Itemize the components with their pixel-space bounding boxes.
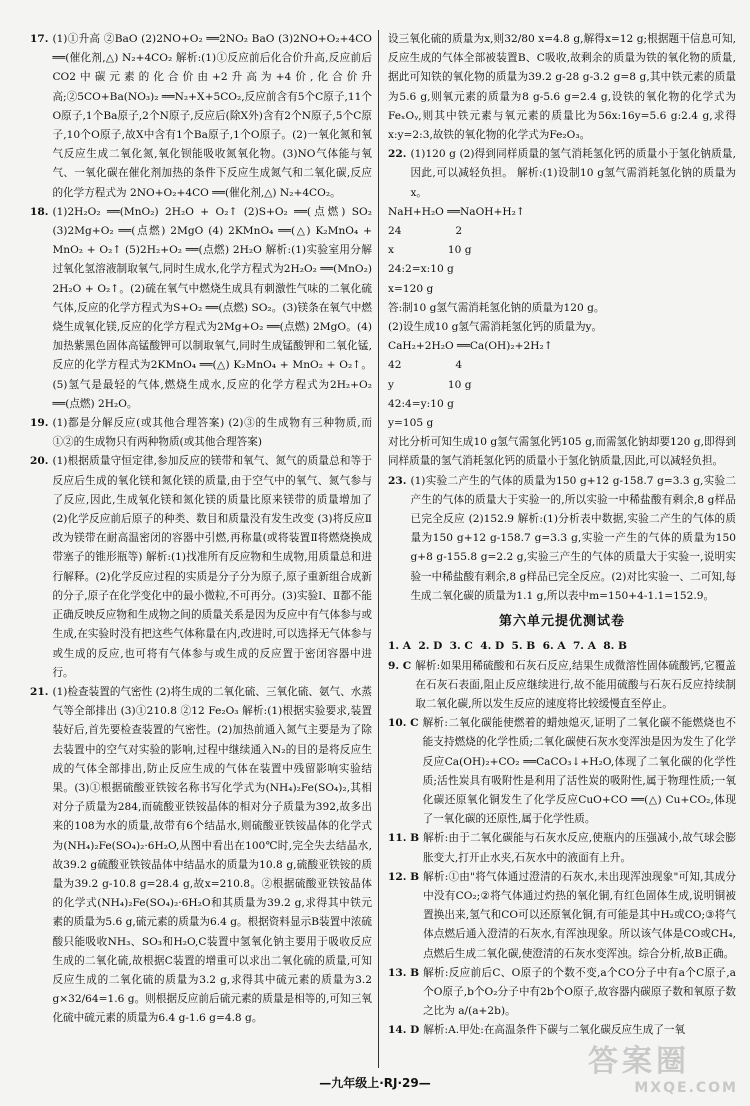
answer-line: 对比分析可知生成10 g氢气需氢化钙105 g,而需氢化钠却要120 g,即得到同样质量的氢气消耗氢化钙的质量小于氢化钠质量,因此,可以减轻负担。 — [388, 436, 736, 468]
page-footer: —九年级上·RJ·29— — [319, 1076, 431, 1090]
right-column — [388, 30, 736, 1041]
column-divider — [378, 30, 379, 1068]
equation-line: 24:2=x:10 g — [388, 263, 454, 276]
multiple-choice-answers: 1. A 2. D 3. C 4. D 5. B 6. A 7. A 8. B — [388, 640, 627, 653]
equation-line: NaH+H₂O ══NaOH+H₂↑ — [388, 205, 525, 218]
section-title: 第六单元提优测试卷 — [498, 614, 625, 630]
equation-line: x 10 g — [388, 244, 472, 257]
answer-item-9: 9. C 解析:如果用稀硫酸和石灰石反应,结果生成微溶性固体硫酸钙,它覆盖在石灰石表面,阻止反应继续进行,故不能用硫酸与石灰石反应持续制取二氧化碳,所以发生反应的速度将比较缓慢直至停止。 — [388, 659, 736, 710]
answer-item-14: 14. D 解析:A.甲处:在高温条件下碳与二氧化碳反应生成了一氧 — [388, 1024, 686, 1037]
answer-item-13: 13. B 解析:反应前后C、O原子的个数不变,a个CO分子中有a个C原子,a个O原子,b个O₂分子中有2b个O原子,故容器内碳原子数和氧原子数之比为 a/(a+2b)。 — [388, 966, 736, 1018]
watermark-logo — [588, 1036, 738, 1096]
equation-line: y=105 g — [388, 417, 434, 430]
watermark-text-top: 答案圈 — [588, 1044, 690, 1079]
answer-item-19: 19. (1)都是分解反应(或其他合理答案) (2)③的生成物有三种物质,而①②的生成物只有两种物质(或其他合理答案) — [30, 417, 372, 449]
answer-item-21: 21. (1)检查装置的气密性 (2)将生成的二氧化硫、三氧化硫、氨气、水蒸气等全部排出 (3)①210.8 ②12 Fe₂O₃ 解析:(1)根据实验要求,装置装好后,首先要检查装置的气密性。(2)加热前通入氮气主要是为了除去装置中的空气对实验的影响,过程中继续通入N₂的目的是将反应生成的气体全部排出,防止反应生成的气体在装置中残留影响实验结果。(3)①根据硫酸亚铁铵名称书写化学式为(NH₄)₂Fe(SO₄)₂,其相对分子质量为284,而硫酸亚铁铵晶体的相对分子质量为392,故多出来的108为水的质量,故带有6个结晶水,则硫酸亚铁铵晶体的化学式为(NH₄)₂Fe(SO₄)₂·6H₂O,从图中看出在100℃时,完全失去结晶水,故39.2 g硫酸亚铁铵晶体中结晶水的质量为10.8 g,硫酸亚铁铵的质量为39.2 g-10.8 g=28.4 g,故x=210.8。②根据硫酸亚铁铵晶体的化学式(NH₄)₂Fe(SO₄)₂·6H₂O和其质量为39.2 g,求得其中铁元素的质量为5.6 g,硫元素的质量为6.4 g。根据资料显示B装置中浓硫酸只能吸收NH₃、SO₃和H₂O,C装置中氢氧化钠主要用于吸收反应生成的二氧化硫,故根据C装置的增重可以求出二氧化硫的质量,可知反应生成的二氧化硫的质量为3.2 g,求得其中硫元素的质量为3.2 g×32/64=1.6 g。则根据反应前后硫元素的质量是相等的,可知三氧化硫中硫元素的质量为6.4 g-1.6 g=4.8 g。 — [30, 685, 372, 1025]
equation-line: 24 2 — [388, 225, 463, 238]
watermark-text-bottom: MXQE.COM — [634, 1080, 738, 1096]
answer-item-23: 23. (1)实验二产生的气体的质量为150 g+12 g-158.7 g=3.3 g,实验二产生的气体的质量大于实验一的,所以实验一中稀盐酸有剩余,8 g样品已完全反应 (2)152.9 解析:(1)分析表中数据,实验二产生的气体的质量为150 g+12 g-158.7 g=3.3 g,实验一产生的气体的质量为150 g+8 g-155.8 g=2.2 g,实验三产生的气体的质量大于实验一,说明实验一中稀盐酸有剩余,8 g样品已完全反应。(2)对比实验一、二可知,每生成二氧化碳的质量为1.1 g,所以表中m=150+4-1.1=152.9。 — [388, 474, 736, 602]
left-column — [30, 30, 372, 1029]
answer-item-22: 22. (1)120 g (2)得到同样质量的氢气消耗氢化钙的质量小于氢化钠质量,因此,可以减轻负担。 解析:(1)设制10 g氢气需消耗氢化钠的质量为x。 — [388, 148, 736, 199]
answer-line: 答:制10 g氢气需消耗氢化钠的质量为120 g。 — [388, 301, 605, 314]
equation-line: CaH₂+2H₂O ══Ca(OH)₂+2H₂↑ — [388, 340, 553, 353]
answer-item-21-continued: 设三氧化硫的质量为x,则32/80 x=4.8 g,解得x=12 g;根据题干信息可知,反应生成的气体全部被装置B、C吸收,故剩余的质量为铁的氧化物的质量,据此可知铁的氧化物的质量为39.2 g-28 g-3.2 g=8 g,其中铁元素的质量为5.6 g,则氧元素的质量为8 g-5.6 g=2.4 g,设铁的氧化物的化学式为FeₓOᵧ,则其中铁元素与氧元素的质量比为56x:16y=5.6 g:2.4 g,求得x:y=2:3,故铁的氧化物的化学式为Fe₂O₃。 — [388, 33, 736, 142]
equation-line: 42:4=y:10 g — [388, 397, 454, 410]
answer-item-18: 18. (1)2H₂O₂ ══(MnO₂) 2H₂O + O₂↑ (2)S+O₂ ══(点燃) SO₂ (3)2Mg+O₂ ══(点燃) 2MgO (4) 2KMnO₄ ══(△) K₂MnO₄ + MnO₂ + O₂↑ (5)2H₂+O₂ ══(点燃) 2H₂O 解析:(1)实验室用分解过氧化氢溶液制取氧气,同时生成水,化学方程式为2H₂O₂ ══(MnO₂) 2H₂O + O₂↑。(2)硫在氧气中燃烧生成具有刺激性气味的二氧化硫气体,反应的化学方程式为S+O₂ ══(点燃) SO₂。(3)镁条在氧气中燃烧生成氧化镁,反应的化学方程式为2Mg+O₂ ══(点燃) 2MgO。(4)加热紫黑色固体高锰酸钾可以制取氧气,同时生成锰酸钾和二氧化锰,反应的化学方程式为2KMnO₄ ══(△) K₂MnO₄ + MnO₂ + O₂↑。(5)氢气是最轻的气体,燃烧生成水,反应的化学方程式为2H₂+O₂ ══(点燃) 2H₂O。 — [30, 205, 372, 410]
answer-item-12: 12. B 解析:①由"将气体通过澄清的石灰水,未出现浑浊现象"可知,其成分中没有CO₂;②将气体通过灼热的氧化铜,有红色固体生成,说明铜被置换出来,氢气和CO可以还原氧化铜,有可能是其中H₂或CO;③将气体点燃后通入澄清的石灰水,有浑浊现象。所以该气体是CO或CH₄,点燃后生成二氧化碳,使澄清的石灰水变浑浊。综合分析,故B正确。 — [388, 870, 736, 960]
equation-line: 42 4 — [388, 359, 463, 372]
answer-item-17: 17. (1)①升高 ②BaO (2)2NO+O₂ ══2NO₂ BaO (3)2NO+O₂+4CO ══(催化剂,△) N₂+4CO₂ 解析:(1)①反应前后化合价升高,反应前后CO2中碳元素的化合价由+2升高为+4价,化合价升高;②5CO+Ba(NO₃)₂ ══N₂+X+5CO₂,反应前含有5个C原子,11个O原子,1个Ba原子,2个N原子,反应后(除X外)含有2个N原子,5个C原子,10个O原子,故X中含有1个Ba原子,1个O原子。(2)一氧化氮和氧气反应生成二氧化氮,氧化钡能吸收氮氧化物。(3)NO气体能与氧气、一氧化碳在催化剂加热的条件下反应生成氮气和二氧化碳,反应的化学方程式为 2NO+O₂+4CO ══(催化剂,△) N₂+4CO₂。 — [30, 33, 372, 199]
answer-item-11: 11. B 解析:由于二氧化碳能与石灰水反应,使瓶内的压强减小,故气球会膨胀变大,打开止水夹,石灰水中的液面有上升。 — [388, 832, 736, 864]
answer-item-10: 10. C 解析:二氧化碳能使燃着的蜡烛熄灭,证明了二氧化碳不能燃烧也不能支持燃烧的化学性质;二氧化碳使石灰水变浑浊是因为发生了化学反应Ca(OH)₂+CO₂ ══CaCO₃↓+H₂O,体现了二氧化碳的化学性质;活性炭具有吸附性是利用了活性炭的吸附性,属于物理性质;一氧化碳还原氧化铜发生了化学反应CuO+CO ══(△) Cu+CO₂,体现了一氧化碳的还原性,属于化学性质。 — [388, 717, 736, 826]
answer-item-20: 20. (1)根据质量守恒定律,参加反应的镁带和氧气、氮气的质量总和等于反应后生成的氧化镁和氮化镁的质量,由于空气中的氧气、氮气参与了反应,因此,生成氧化镁和氮化镁的质量比原来镁带的质量增加了 (2)化学反应前后原子的种类、数目和质量没有发生改变 (3)将反应Ⅱ改为镁带在耐高温密闭的容器中引燃,再称量(或将装置Ⅱ将燃烧换成带塞子的锥形瓶等) 解析:(1)找准所有反应物和生成物,用质量总和进行解释。(2)化学反应过程的实质是分子分为原子,原子重新组合成新的分子,原子在化学变化中的最小微粒,不可再分。(3)实验Ⅰ、Ⅱ都不能正确反映反应物和生成物之间的质量关系是因为反应中有气体参与或生成,在实验时没有把这些气体称量在内,改进时,可以选择无气体参与或生成的反应,也可将有气体参与或生成的反应置于密闭容器中进行。 — [30, 455, 372, 679]
equation-line: y 10 g — [388, 378, 472, 391]
answer-line: (2)设生成10 g氢气需消耗氢化钙的质量为y。 — [388, 321, 603, 334]
equation-line: x=120 g — [388, 282, 434, 295]
